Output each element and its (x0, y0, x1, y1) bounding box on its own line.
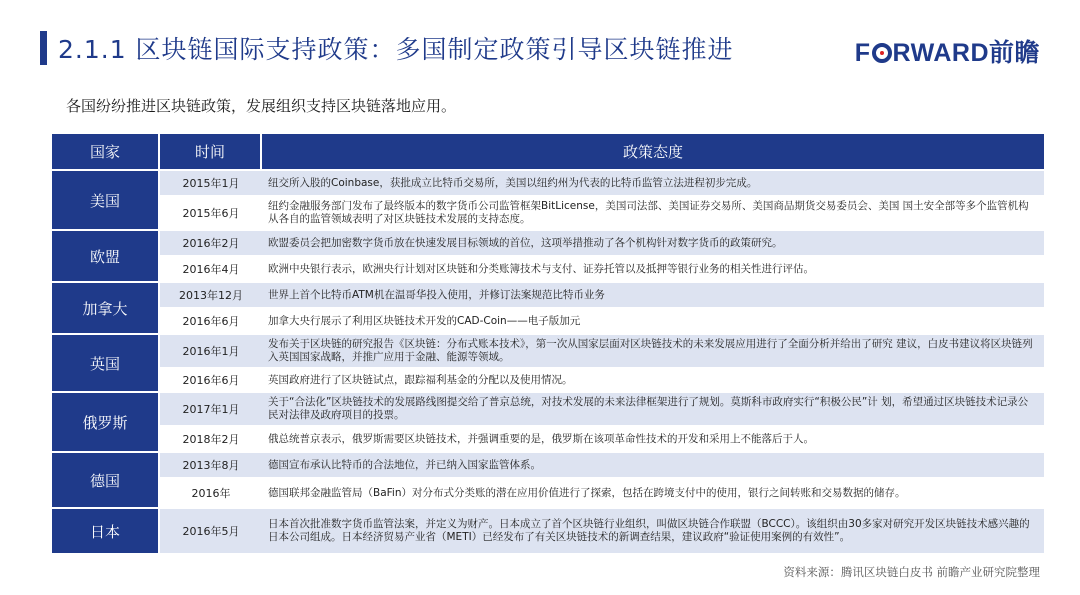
time-cell: 2017年1月 (182, 403, 240, 416)
page-title: 2.1.1 区块链国际支持政策：多国制定政策引导区块链推进 (58, 35, 734, 64)
time-cell: 2016年5月 (182, 525, 240, 538)
table-row (160, 335, 1044, 367)
country-cell: 加拿大 (52, 283, 160, 333)
time-cell: 2016年6月 (182, 315, 240, 328)
table-row (160, 509, 1044, 553)
policy-cell: 英国政府进行了区块链试点，跟踪福利基金的分配以及使用情况。 (268, 373, 573, 386)
policy-cell: 俄总统普京表示，俄罗斯需要区块链技术，并强调重要的是，俄罗斯在该项革命性技术的开发和采用上不能落后于人。 (268, 432, 814, 445)
logo-prefix: F (854, 39, 871, 67)
country-group-eu (52, 231, 1044, 281)
time-cell: 2013年8月 (182, 459, 240, 472)
policy-cell: 世界上首个比特币ATM机在温哥华投入使用，并修订法案规范比特币业务 (268, 288, 605, 301)
time-cell: 2013年12月 (179, 289, 243, 302)
table-row (160, 171, 1044, 195)
time-cell: 2015年1月 (182, 177, 240, 190)
time-cell: 2015年6月 (182, 207, 240, 220)
time-cell: 2016年6月 (182, 374, 240, 387)
policy-cell: 加拿大央行展示了利用区块链技术开发的CAD-Coin——电子版加元 (268, 314, 581, 327)
policy-cell: 日本首次批准数字货币监管法案，并定义为财产。日本成立了首个区块链行业组织，叫做区块链合作联盟（BCCC）。该组织由30多家对研究开发区块链技术感兴趣的日本公司组成。日本经济贸易产业省（METI）已经发布了有关区块链技术的新调查结果，建议政府“验证使用案例的有效性”。 (268, 518, 1030, 543)
table-row (160, 197, 1044, 229)
table-row (160, 257, 1044, 281)
table-row (160, 393, 1044, 425)
table-row (160, 427, 1044, 451)
country-group-us (52, 171, 1044, 229)
country-group-japan (52, 509, 1044, 553)
policy-cell: 关于“合法化”区块链技术的发展路线图提交给了普京总统，对技术发展的未来法律框架进行了规划。莫斯科市政府实行“积极公民”计 划，希望通过区块链技术记录公民对法律及政府项目的投票。 (268, 396, 1029, 421)
country-group-germany (52, 453, 1044, 507)
country-cell: 欧盟 (52, 231, 160, 281)
source-note: 资料来源：腾讯区块链白皮书 前瞻产业研究院整理 (783, 565, 1040, 579)
time-cell: 2016年 (191, 487, 231, 500)
header-time: 时间 (160, 134, 262, 169)
country-cell: 德国 (52, 453, 160, 507)
policy-cell: 纽交所入股的Coinbase，获批成立比特币交易所，美国以纽约州为代表的比特币监管立法进程初步完成。 (268, 176, 758, 189)
country-group-uk (52, 335, 1044, 391)
policy-table (52, 134, 1044, 553)
table-row (160, 369, 1044, 391)
policy-cell: 欧洲中央银行表示，欧洲央行计划对区块链和分类账簿技术与支付、证券托管以及抵押等银行业务的相关性进行评估。 (268, 262, 814, 275)
table-row (160, 453, 1044, 477)
policy-cell: 德国联邦金融监管局（BaFin）对分布式分类账的潜在应用价值进行了探索，包括在跨境支付中的使用，银行之间转账和交易数据的储存。 (268, 486, 906, 499)
time-cell: 2016年1月 (182, 345, 240, 358)
time-cell: 2016年2月 (182, 237, 240, 250)
table-row (160, 231, 1044, 255)
forward-logo (855, 33, 1040, 69)
time-cell: 2018年2月 (182, 433, 240, 446)
table-header-row (52, 134, 1044, 169)
country-group-russia (52, 393, 1044, 451)
header-policy: 政策态度 (622, 143, 683, 161)
logo-suffix: RWARD前瞻 (892, 39, 1040, 67)
table-row (160, 309, 1044, 333)
country-cell: 俄罗斯 (52, 393, 160, 451)
time-cell: 2016年4月 (182, 263, 240, 276)
policy-cell: 欧盟委员会把加密数字货币放在快速发展目标领域的首位，这项举措推动了各个机构针对数字货币的政策研究。 (268, 236, 783, 249)
logo-o-icon (872, 43, 892, 63)
table-row (160, 283, 1044, 307)
country-cell: 英国 (52, 335, 160, 391)
table-row (160, 479, 1044, 507)
country-cell: 美国 (52, 171, 160, 229)
country-group-canada (52, 283, 1044, 333)
policy-cell: 德国宣布承认比特币的合法地位，并已纳入国家监管体系。 (268, 458, 541, 471)
policy-cell: 发布关于区块链的研究报告《区块链：分布式账本技术》，第一次从国家层面对区块链技术的未来发展应用进行了全面分析并给出了研究 建议，白皮书建议将区块链列入英国国家战略，并推广应用于金融、能源等领域。 (268, 338, 1033, 363)
country-cell: 日本 (52, 509, 160, 553)
title-accent-bar (40, 31, 47, 65)
policy-cell: 纽约金融服务部门发布了最终版本的数字货币公司监管框架BitLicense，美国司法部、美国证券交易所、美国商品期货交易委员会、美国 国土安全部等多个监管机构从各自的监管领域表明了对区块链技术发展的支持态度。 (268, 200, 1029, 225)
header-country: 国家 (52, 134, 160, 169)
subtitle: 各国纷纷推进区块链政策，发展组织支持区块链落地应用。 (66, 97, 457, 115)
